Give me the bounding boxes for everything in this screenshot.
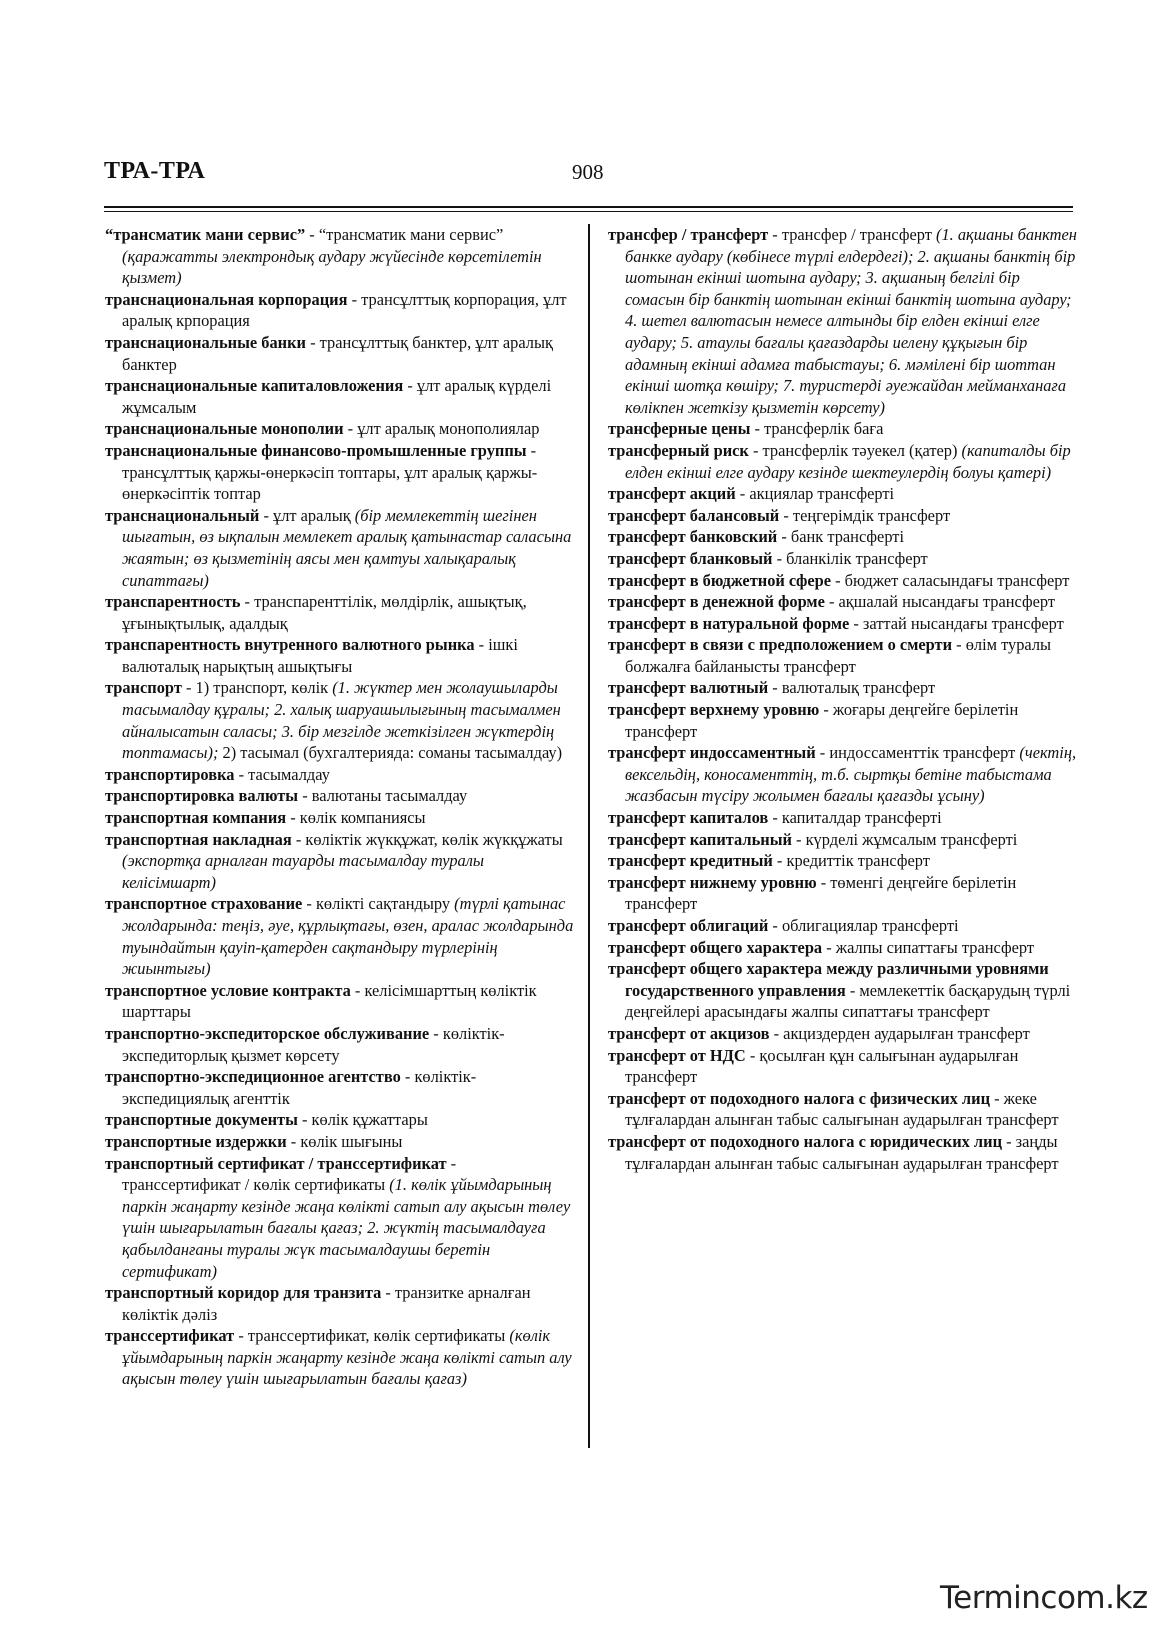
entry-term: транспарентность xyxy=(105,592,241,612)
dictionary-entry xyxy=(105,1066,578,1109)
entry-gloss: (1. көлік ұйымдарының паркін жаңарту кезінде жаңа көлікті сатып алу ақысын төлеу үшін шығарылатын бағалы қағаз; 2. жүктің тасымалдауға қабылданғаны туралы жүк тасымалдаушы беретін сертификат) xyxy=(122,1175,571,1281)
entry-term: трансферт в связи с предположением о смерти xyxy=(608,635,953,655)
entry-term: трансферт кредитный xyxy=(608,851,773,871)
right-column xyxy=(608,224,1078,1174)
entry-term: транссертификат xyxy=(105,1326,235,1346)
entry-translation: - транспаренттілік, мөлдірлік, ашықтық, ұғынықтылық, адалдық xyxy=(122,592,527,633)
entry-translation: - ұлт аралық xyxy=(259,505,355,525)
dictionary-entry xyxy=(105,893,578,979)
entry-term: транснациональный xyxy=(105,505,260,525)
page-number: 908 xyxy=(572,160,604,184)
entry-term: трансферт общего характера между различными уровнями государственного управления xyxy=(608,959,1049,1000)
dictionary-entry xyxy=(608,570,1078,592)
entry-translation: - көліктік-экспедициялық агенттік xyxy=(122,1067,477,1108)
dictionary-entry xyxy=(608,440,1078,483)
entry-term: транспортная накладная xyxy=(105,829,292,849)
entry-term: транспортный коридор для транзита xyxy=(105,1283,382,1303)
entry-translation: - трансферлік баға xyxy=(750,419,884,439)
entry-translation: - транссертификат, көлік сертификаты xyxy=(234,1326,510,1346)
entry-term: трансферт верхнему уровню xyxy=(608,700,820,720)
entry-translation: - көлік құжаттары xyxy=(297,1110,428,1130)
entry-term: трансферт облигаций xyxy=(608,916,769,935)
entry-term: трансферт валютный xyxy=(608,678,769,698)
entry-translation: - көлік компаниясы xyxy=(286,808,426,828)
entry-translation: - теңгерімдік трансферт xyxy=(779,505,951,525)
entry-translation: - бюджет саласындағы трансферт xyxy=(831,570,1070,590)
entry-gloss: (1. ақшаны банктен банкке аудару (көбінесе түрлі елдердегі); 2. ақшаны банктің бір шотынан екінші шотына аудару; 3. ақшаның белгілі бір сомасын бір банктің шотынан екінші банктің шотына аудару; 4. шетел валютасын немесе алтынды бір елден екінші елге аудару; 5. атаулы бағалы қағаздарды иелену құқығын бір адамның екінші адамға табыстауы; 6. мәмілені бір шоттан екінші шотқа көшіру; 7. туристерді әуежайдан мейманханаға көлікпен жеткізу қызметін көрсету) xyxy=(625,225,1077,417)
dictionary-entry xyxy=(608,1131,1078,1174)
entry-term: “трансматик мани сервис” xyxy=(105,225,306,244)
entry-translation: - көлік шығыны xyxy=(286,1131,403,1151)
dictionary-entry xyxy=(608,483,1078,505)
header-rule-thin xyxy=(104,211,1073,212)
entry-term: трансферт капитальный xyxy=(608,829,792,849)
dictionary-entry xyxy=(105,332,578,375)
dictionary-entry xyxy=(105,440,578,505)
dictionary-entry xyxy=(608,850,1078,872)
entry-term: трансферт в натуральной форме xyxy=(608,613,850,633)
entry-term: трансфер / трансферт xyxy=(608,225,769,244)
entry-translation: - тасымалдау xyxy=(234,764,330,784)
entry-translation: - күрделі жұмсалым трансферті xyxy=(791,829,1018,849)
entry-term: трансферт нижнему уровню xyxy=(608,872,817,892)
entry-term: транспортная компания xyxy=(105,808,287,828)
entry-tail: 2) тасымал (бухгалтерияда: соманы тасымалдау) xyxy=(218,743,563,763)
entry-translation: - жалпы сипаттағы трансферт xyxy=(822,937,1035,957)
entry-gloss: (капиталды бір елден екінші елге аудару кезінде шектеулердің болуы қатері) xyxy=(625,440,1071,482)
dictionary-entry xyxy=(608,548,1078,570)
dictionary-entry xyxy=(608,526,1078,548)
dictionary-entry xyxy=(608,937,1078,959)
dictionary-entry xyxy=(105,785,578,807)
entry-translation: - көліктік жүкқұжат, көлік жүкқұжаты xyxy=(291,829,563,849)
dictionary-entry xyxy=(105,634,578,677)
entry-translation: - ұлт аралық күрделі жұмсалым xyxy=(122,376,552,417)
entry-translation: - бланкілік трансферт xyxy=(772,548,928,568)
entry-translation: - капиталдар трансферті xyxy=(768,808,942,828)
dictionary-entry xyxy=(608,872,1078,915)
entry-translation: - валютаны тасымалдау xyxy=(298,786,468,806)
dictionary-entry xyxy=(105,807,578,829)
entry-translation: - 1) транспорт, көлік xyxy=(181,678,333,698)
dictionary-entry xyxy=(105,1109,578,1131)
entry-term: транспортно-экспедиционное агентство xyxy=(105,1067,401,1087)
entry-term: транспортные документы xyxy=(105,1110,298,1130)
dictionary-entry xyxy=(608,829,1078,851)
entry-gloss: (қаражатты электрондық аудару жүйесінде көрсетілетін қызмет) xyxy=(122,246,542,288)
entry-term: транспортный сертификат / транссертификат xyxy=(105,1153,447,1173)
entry-translation: - көліктік-экспедиторлық қызмет көрсету xyxy=(122,1023,505,1065)
entry-term: трансферт бланковый xyxy=(608,548,773,568)
entry-gloss: (бір мемлекеттің шегінен шығатын, өз ықпалын мемлекет аралық қатынастар саласына жаятын; өз қызметінің аясы мен қамтуы халықаралық сипаттағы) xyxy=(122,505,572,590)
dictionary-entry xyxy=(608,958,1078,1023)
entry-term: трансферт от подоходного налога с физических лиц xyxy=(608,1088,991,1108)
dictionary-entry xyxy=(105,1282,578,1325)
dictionary-entry xyxy=(608,224,1078,418)
entry-term: трансферт общего характера xyxy=(608,937,823,957)
dictionary-entry xyxy=(105,591,578,634)
entry-translation: - акциздерден аударылған трансферт xyxy=(769,1023,1030,1043)
entry-translation: - заңды тұлғалардан алынған табыс салығынан аударылған трансферт xyxy=(625,1131,1059,1173)
entry-term: транснациональные банки xyxy=(105,332,306,352)
dictionary-entry xyxy=(608,634,1078,677)
entry-translation: - транссертификат / көлік сертификаты xyxy=(122,1153,457,1195)
dictionary-entry xyxy=(608,591,1078,613)
entry-translation: - акциялар трансферті xyxy=(735,484,895,504)
dictionary-entry xyxy=(608,1045,1078,1088)
left-column xyxy=(105,224,578,1390)
watermark-logo xyxy=(940,1580,1148,1616)
entry-term: трансферт банковский xyxy=(608,527,778,547)
entry-term: транспортное условие контракта xyxy=(105,980,351,1000)
entry-term: транснациональные монополии xyxy=(105,419,344,439)
entry-translation: - төменгі деңгейге берілетін трансферт xyxy=(625,872,1017,914)
entry-translation: - банк трансферті xyxy=(777,527,905,547)
dictionary-entry xyxy=(608,613,1078,635)
entry-term: трансферт балансовый xyxy=(608,505,780,525)
entry-term: транспортные издержки xyxy=(105,1131,287,1151)
entry-term: трансферные цены xyxy=(608,419,751,439)
entry-translation: - трансұлттық банктер, ұлт аралық банктер xyxy=(122,332,553,374)
entry-term: транспортное страхование xyxy=(105,894,303,914)
entry-term: транспортировка xyxy=(105,764,235,784)
dictionary-entry xyxy=(608,742,1078,807)
dictionary-entry xyxy=(608,677,1078,699)
entry-term: транспортировка валюты xyxy=(105,786,299,806)
entry-gloss: (түрлі қатынас жолдарында: теңіз, әуе, құрлықтағы, өзен, аралас жолдарында туындайтын қауіп-қатерден сақтандыру түрлерінің жиынтығы) xyxy=(122,894,574,979)
entry-translation: - кредиттік трансферт xyxy=(772,851,930,871)
entry-term: трансферт от акцизов xyxy=(608,1023,770,1043)
dictionary-entry xyxy=(105,224,578,289)
entry-term: трансферт в денежной форме xyxy=(608,592,825,612)
entry-translation: - ақшалай нысандағы трансферт xyxy=(824,592,1056,612)
entry-term: транспарентность внутренного валютного рынка xyxy=(105,635,475,655)
entry-translation: - мемлекеттік басқарудың түрлі деңгейлері арасындағы жалпы сипаттағы трансферт xyxy=(625,980,1071,1022)
entry-gloss: (чектің, вексельдің, коносаменттің, т.б. сыртқы бетіне табыстама жазбасын түсіру жолымен бағалы қағазды ұсыну) xyxy=(625,743,1077,806)
entry-translation: - облигациялар трансферті xyxy=(768,916,959,935)
entry-translation: - валюталық трансферт xyxy=(768,678,936,698)
entry-term: трансферт индоссаментный xyxy=(608,743,816,763)
dictionary-entry xyxy=(105,1023,578,1066)
dictionary-entry xyxy=(608,505,1078,527)
entry-term: транспортно-экспедиторское обслуживание xyxy=(105,1023,430,1043)
entry-translation: - транзитке арналған көліктік дәліз xyxy=(122,1283,531,1324)
dictionary-entry xyxy=(608,699,1078,742)
entry-translation: - ішкі валюталық нарықтың ашықтығы xyxy=(122,635,518,676)
watermark-text: Termincom.kz xyxy=(940,1580,1148,1616)
dictionary-entry xyxy=(608,418,1078,440)
entry-translation: - индоссаменттік трансферт xyxy=(815,743,1020,763)
dictionary-entry xyxy=(608,1023,1078,1045)
dictionary-entry xyxy=(105,1131,578,1153)
dictionary-entry xyxy=(105,1325,578,1390)
dictionary-entry xyxy=(608,915,1078,937)
entry-gloss: (экспортқа арналған тауарды тасымалдау туралы келісімшарт) xyxy=(122,851,484,892)
dictionary-entry xyxy=(105,418,578,440)
dictionary-entry xyxy=(105,505,578,591)
entry-translation: - ұлт аралық монополиялар xyxy=(343,419,540,439)
entry-term: транспорт xyxy=(105,678,182,698)
dictionary-entry xyxy=(105,764,578,786)
entry-term: транснациональные капиталовложения xyxy=(105,376,404,396)
dictionary-entry xyxy=(105,375,578,418)
entry-translation: - “трансматик мани сервис” xyxy=(305,225,504,244)
dictionary-entry xyxy=(105,677,578,763)
dictionary-entry xyxy=(105,829,578,894)
entry-translation: - көлікті сақтандыру xyxy=(302,894,455,914)
column-divider xyxy=(588,224,590,1448)
entry-translation: - трансфер / трансферт xyxy=(768,225,936,244)
entry-gloss: (1. жүктер мен жолаушыларды тасымалдау құралы; 2. халық шаруашылығының тасымалмен айналысатын саласы; 3. бір мезгілде жеткізілген жүктердің топтамасы); xyxy=(122,678,561,763)
entry-translation: - жеке тұлғалардан алынған табыс салығынан аударылған трансферт xyxy=(625,1088,1059,1130)
entry-translation: - қосылған құн салығынан аударылған трансферт xyxy=(625,1045,1019,1087)
entry-gloss: (көлік ұйымдарының паркін жаңарту кезінде жаңа көлікті сатып алу ақысын төлеу үшін шығарылатын бағалы қағаз) xyxy=(122,1326,572,1389)
entry-translation: - жоғары деңгейге берілетін трансферт xyxy=(625,700,1019,741)
dictionary-entry xyxy=(105,1153,578,1283)
entry-translation: - трансұлттық корпорация, ұлт аралық крпорация xyxy=(122,289,567,331)
entry-term: трансферт от НДС xyxy=(608,1045,746,1065)
entry-term: трансферт акций xyxy=(608,484,736,504)
page-header-title: ТРА-ТРА xyxy=(104,158,206,184)
entry-term: транснациональная корпорация xyxy=(105,289,348,309)
entry-term: трансферный риск xyxy=(608,440,749,460)
dictionary-entry xyxy=(105,980,578,1023)
entry-translation: - өлім туралы болжалға байланысты трансферт xyxy=(625,635,1052,676)
dictionary-entry xyxy=(105,289,578,332)
header-rule xyxy=(104,206,1073,208)
entry-translation: - келісімшарттың көліктік шарттары xyxy=(122,980,537,1022)
entry-term: трансферт в бюджетной сфере xyxy=(608,570,831,590)
entry-translation: - трансұлттық қаржы-өнеркәсіп топтары, ұлт аралық қаржы-өнеркәсіптік топтар xyxy=(122,440,538,504)
entry-translation: - трансферлік тәуекел (қатер) xyxy=(748,440,962,460)
entry-term: трансферт от подоходного налога с юридических лиц xyxy=(608,1131,1003,1151)
entry-translation: - заттай нысандағы трансферт xyxy=(849,613,1064,633)
entry-term: транснациональные финансово-промышленные группы xyxy=(105,440,527,460)
dictionary-entry xyxy=(608,807,1078,829)
dictionary-entry xyxy=(608,1088,1078,1131)
entry-term: трансферт капиталов xyxy=(608,808,769,828)
